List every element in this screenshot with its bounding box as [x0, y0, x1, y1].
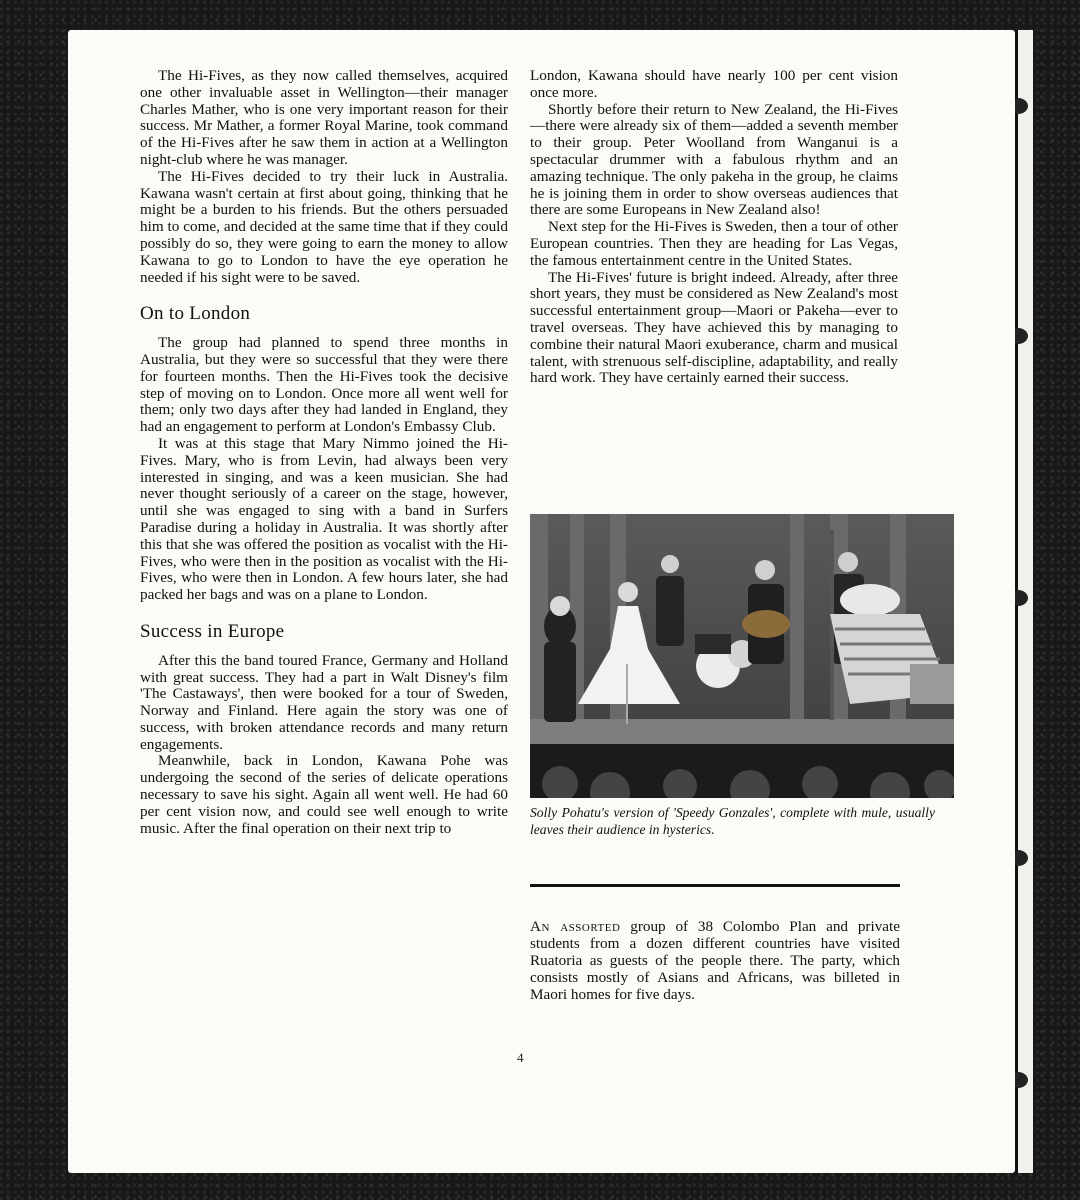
paragraph: Next step for the Hi-Fives is Sweden, then a tour of other European countries. Then they are heading for Las Vegas, the famous entertainment centre in the United States. [530, 218, 898, 269]
paragraph: After this the band toured France, Germany and Holland with great success. They had a part in Walt Disney's film 'The Castaways', then were booked for a tour of Sweden, Norway and Finland. Here again the story was one of success, with broken attendance records and many return engagements. [140, 651, 508, 753]
paragraph: It was at this stage that Mary Nimmo joined the Hi-Fives. Mary, who is from Levin, had always been very interested in singing, and was a keen musician. She had never thought seriously of a career on the stage, however, until she was engaged to sing with a band in Surfers Paradise during a holiday in Australia. It was shortly after this that she was offered the position as vocalist with the Hi-Fives, who were then in the position as vocalist with the Hi-Fives, who were then in London. A few hours later, she had packed her bags and was on a plane to London. [140, 434, 508, 604]
paragraph: London, Kawana should have nearly 100 per cent vision once more. [530, 67, 898, 101]
page-number: 4 [517, 1050, 524, 1065]
band-photo [530, 514, 954, 798]
news-lead: An assorted [530, 918, 621, 935]
paragraph: The Hi-Fives' future is bright indeed. Already, after three short years, they must be considered as New Zealand's most successful entertainment group—Maori or Pakeha—ever to travel overseas. They have achieved this by managing to combine their natural Maori exuberance, charm and musical talent, with strenuous self-discipline, adaptability, and really hard work. They have certainly earned their success. [530, 268, 898, 387]
right-column [530, 68, 898, 387]
paragraph: Meanwhile, back in London, Kawana Pohe was undergoing the second of the series of delicate operations necessary to save his sight. Again all went well. He had 60 per cent vision now, and could see well enough to write music. After the final operation on their next trip to [140, 752, 508, 837]
section-divider [530, 884, 900, 887]
paragraph: The Hi-Fives decided to try their luck in Australia. Kawana wasn't certain at first about going, thinking that he might be a burden to his friends. But the others persuaded him to come, and decided at the same time that if they could possibly do so, they were going to earn the money to allow Kawana to go to London to have the eye operation he needed if his sight were to be saved. [140, 167, 508, 286]
news-text: group of 38 Colombo Plan and private students from a dozen different countries have visited Ruatoria as guests of the people there. The party, which consists mostly of Asians and Africans, was billeted in Maori homes for five days. [530, 918, 900, 1003]
section-heading-europe: Success in Europe [140, 620, 285, 642]
paragraph: The Hi-Fives, as they now called themselves, acquired one other invaluable asset in Wellington—their manager Charles Mather, who is one very important reason for their success. Mr Mather, a former Royal Marine, took command of the Hi-Fives after he saw them in action at a Wellington night-club where he was manager. [140, 67, 508, 168]
paragraph: Shortly before their return to New Zealand, the Hi-Fives—there were already six of them—added a seventh member to their group. Peter Woolland from Wanganui is a spectacular drummer with a fabulous rhythm and an amazing technique. The only pakeha in the group, he claims he is joining them in order to show overseas audiences that there are some Europeans in New Zealand also! [530, 100, 898, 219]
news-item [530, 918, 900, 1003]
photo-caption: Solly Pohatu's version of 'Speedy Gonzales', complete with mule, usually leaves their audience in hysterics. [530, 805, 935, 837]
left-column [140, 68, 508, 837]
paragraph: The group had planned to spend three months in Australia, but they were so successful that they were there for fourteen months. Then the Hi-Fives took the decisive step of moving on to London. Once more all went well for them; only two days after they had landed in England, they had an engagement to perform at London's Embassy Club. [140, 334, 508, 436]
band-photo-illustration [530, 514, 954, 798]
section-heading-london: On to London [140, 303, 251, 325]
